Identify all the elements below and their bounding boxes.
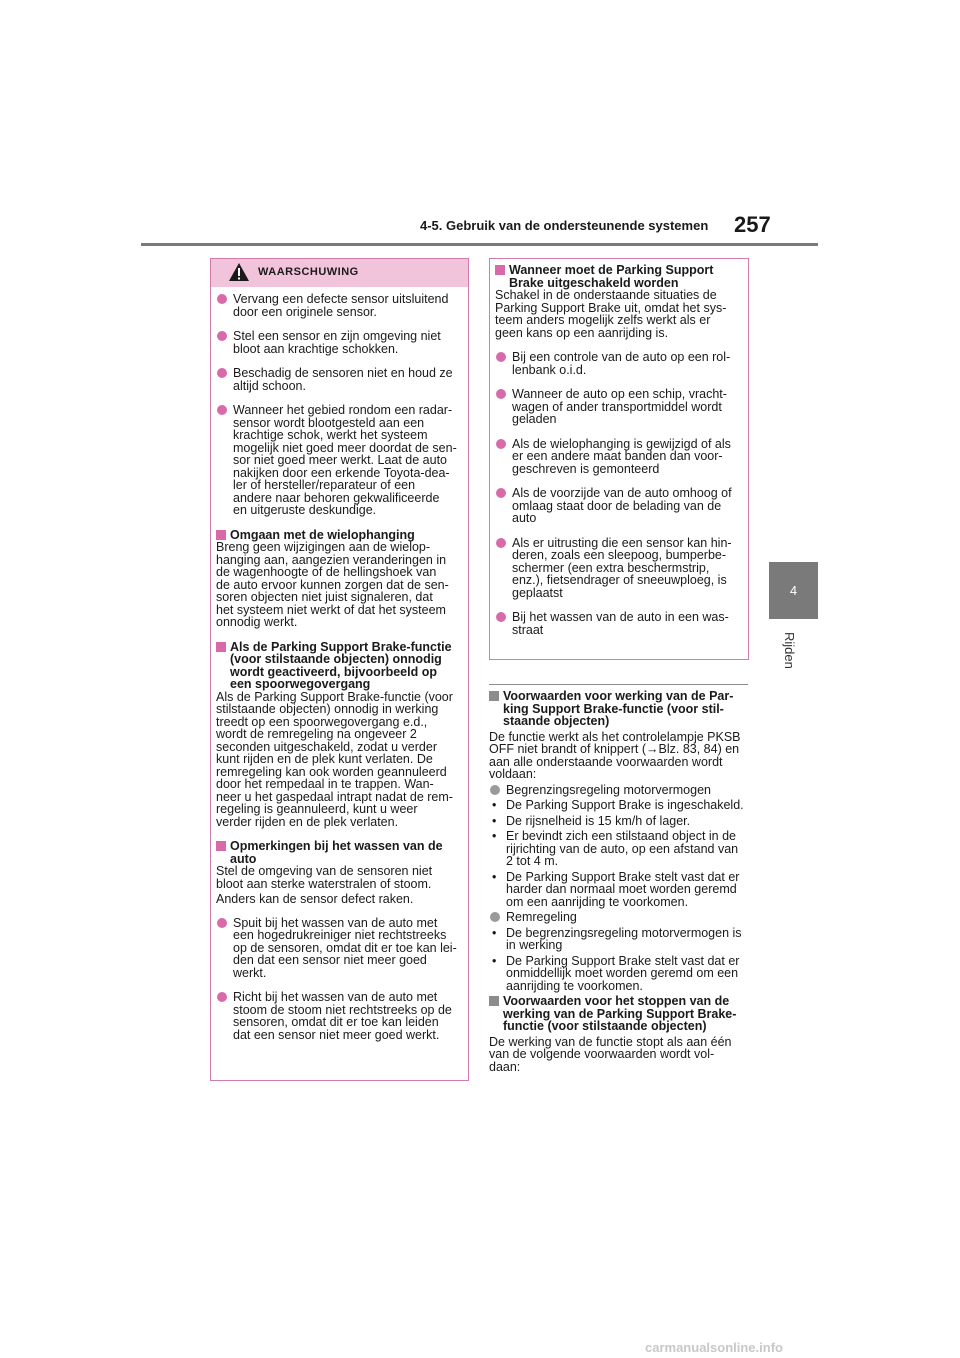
chapter-label: Rijden — [782, 632, 797, 669]
info-item: Bij een controle van de auto op een rol- lenbank o.i.d. — [495, 351, 740, 376]
info-text: Schakel in de onderstaande situaties de Parking Support Brake uit, omdat het sys- teem anders mogelijk zelfs werkt als er geen kans op een aanrijding is. — [495, 288, 727, 340]
info-item: Als er uitrusting die een sensor kan hin- deren, zoals een sleepoog, bumperbe- schermer (een extra beschermstrip, enz.), fietsendrager of sneeuwploeg, is geplaatst — [495, 537, 740, 600]
rail-text: Als de Parking Support Brake-functie (voor stilstaande objecten) onnodig in werking treedt op een spoorwegovergang e.d., wordt de remregeling na ongeveer 2 seconden uitgeschakeld, zodat u verder kunt rijden en de plek kunt verlaten. De remregeling kan ook worden geannuleerd door het rempedaal in te trappen. Wan- neer u het gaspedaal intrapt nadat de rem- regeling is geannuleerd, kunt u weer verder rijden en de plek verlaten. — [216, 689, 453, 829]
info-heading: Wanneer moet de Parking Support Brake uitgeschakeld worden — [495, 264, 740, 289]
warning-header — [211, 259, 468, 287]
chapter-tab[interactable]: 4 — [769, 562, 818, 619]
info-box — [489, 258, 749, 660]
group-label: Begrenzingsregeling motorvermogen — [489, 784, 751, 797]
warning-item: Stel een sensor en zijn omgeving niet bloot aan krachtige schokken. — [216, 330, 460, 355]
wash-item: Spuit bij het wassen van de auto met een hogedrukreiniger niet rechtstreeks op de sensoren, omdat dit er toe kan lei- den dat een sensor niet meer goed werkt. — [216, 917, 460, 980]
conditions-heading: Voorwaarden voor werking van de Par- king Support Brake-functie (voor stil- staande objecten) — [489, 690, 751, 728]
info-item: Bij het wassen van de auto in een was- straat — [495, 611, 740, 636]
condition-item: • Er bevindt zich een stilstaand object in de rijrichting van de auto, op een afstand van 2 tot 4 m. — [489, 830, 751, 868]
condition-item: • De Parking Support Brake stelt vast dat er onmiddellijk moet worden geremd om een aanrijding te voorkomen. — [489, 955, 751, 993]
warning-title: WAARSCHUWING — [258, 266, 359, 278]
stop-text: De werking van de functie stopt als aan één van de volgende voorwaarden wordt vol- daan: — [489, 1034, 732, 1074]
condition-item: • De begrenzingsregeling motorvermogen is in werking — [489, 927, 751, 952]
rail-heading: Als de Parking Support Brake-functie (voor stilstaande objecten) onnodig wordt geactiveerd, bijvoorbeeld op een spoorwegovergang — [216, 641, 460, 691]
stop-heading: Voorwaarden voor het stoppen van de werking van de Parking Support Brake- functie (voor stilstaande objecten) — [489, 995, 751, 1033]
info-item: Wanneer de auto op een schip, vracht- wagen of ander transportmiddel wordt geladen — [495, 388, 740, 426]
wash-heading: Opmerkingen bij het wassen van de auto — [216, 840, 460, 865]
warning-box — [210, 258, 469, 1081]
header-rule — [141, 243, 818, 246]
info-item: Als de wielophanging is gewijzigd of als er een andere maat banden dan voor- geschreven is gemonteerd — [495, 438, 740, 476]
wheel-text: Breng geen wijzigingen aan de wielop- hanging aan, aangezien veranderingen in de wagenhoogte of de hellingshoek van de auto ervoor kunnen zorgen dat de sen- soren objecten niet juist signaleren, dat het systeem niet werkt of dat het systeem onnodig werkt. — [216, 540, 449, 629]
conditions-section — [489, 690, 751, 1073]
warning-item: Beschadig de sensoren niet en houd ze altijd schoon. — [216, 367, 460, 392]
section-header: 4-5. Gebruik van de ondersteunende systemen — [420, 218, 709, 233]
warning-triangle-icon — [228, 262, 250, 282]
warning-item: Vervang een defecte sensor uitsluitend door een originele sensor. — [216, 293, 460, 318]
info-item: Als de voorzijde van de auto omhoog of omlaag staat door de belading van de auto — [495, 487, 740, 525]
watermark: carmanualsonline.info — [645, 1340, 783, 1355]
warning-item: Wanneer het gebied rondom een radar- sensor wordt blootgesteld aan een krachtige schok, werkt het systeem mogelijk niet goed meer doordat de sen- sor niet goed meer werkt. Laat de auto nakijken door een erkende Toyota-dea- ler of hersteller/reparateur of een andere naar behoren gekwalificeerde en uitgeruste deskundige. — [216, 404, 460, 517]
group-label: Remregeling — [489, 911, 751, 924]
wheel-heading: Omgaan met de wielophanging — [216, 529, 460, 542]
wash-text: Anders kan de sensor defect raken. — [216, 892, 414, 906]
wash-item: Richt bij het wassen van de auto met stoom de stoom niet rechtstreeks op de sensoren, omdat dit er toe kan leiden dat een sensor niet meer goed werkt. — [216, 991, 460, 1041]
page-number: 257 — [734, 212, 771, 237]
condition-item: • De Parking Support Brake stelt vast dat er harder dan normaal moet worden geremd om een aanrijding te voorkomen. — [489, 871, 751, 909]
condition-item: • De Parking Support Brake is ingeschakeld. — [489, 799, 751, 812]
conditions-text: De functie werkt als het controlelampje PKSB OFF niet brandt of knippert (→Blz. 83, 84) en aan alle onderstaande voorwaarden wordt voldaan: — [489, 729, 741, 781]
condition-item: • De rijsnelheid is 15 km/h of lager. — [489, 815, 751, 828]
wash-text: Stel de omgeving van de sensoren niet bloot aan sterke waterstralen of stoom. — [216, 864, 433, 891]
section-divider — [489, 684, 748, 685]
